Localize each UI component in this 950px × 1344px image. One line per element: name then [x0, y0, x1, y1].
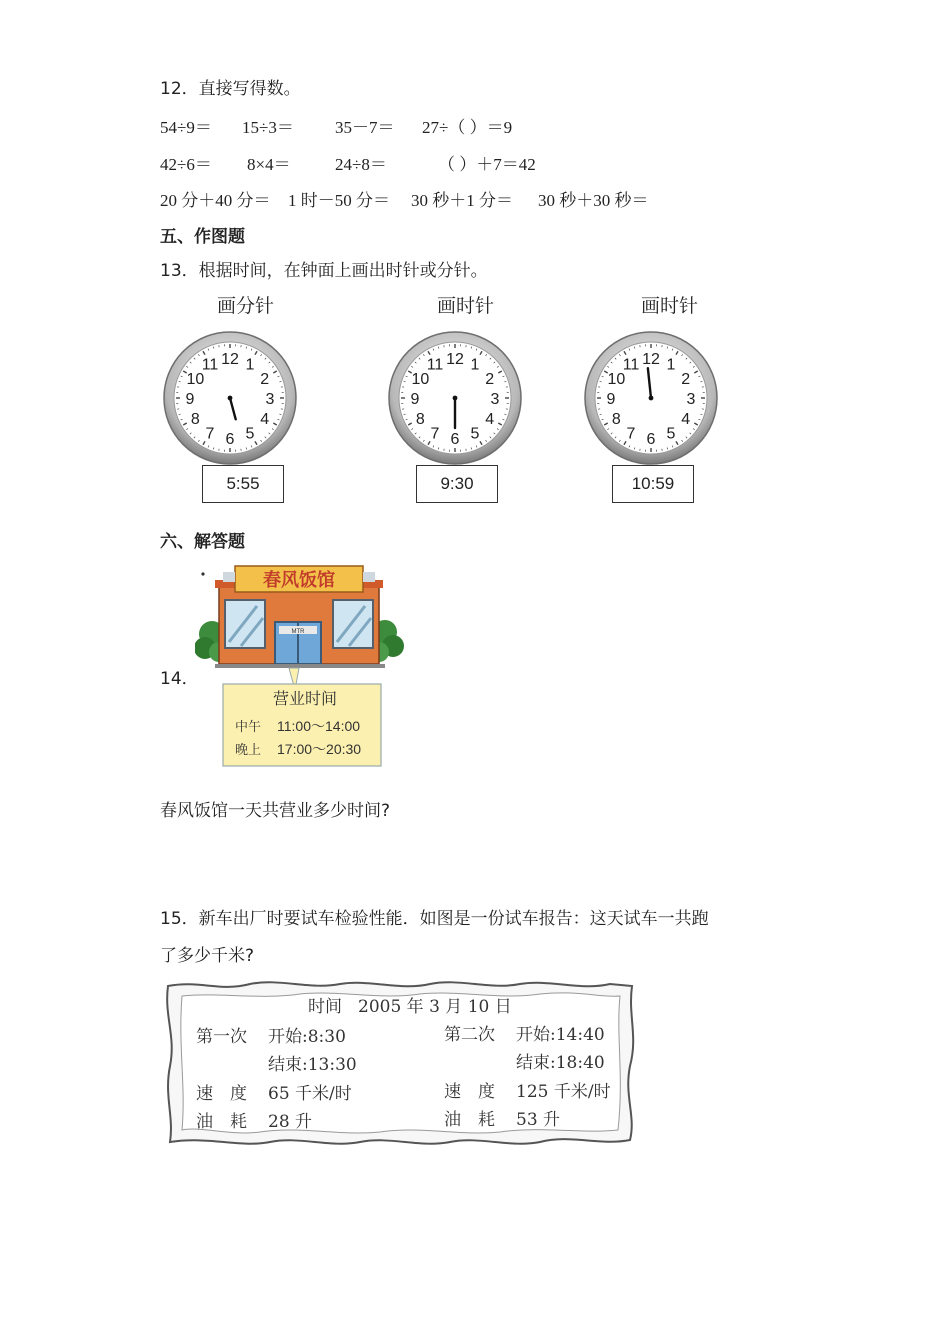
report-date: 2005 年 3 月 10 日	[358, 997, 512, 1017]
report-first-speed: 65 千米/时	[268, 1084, 352, 1104]
q12-item: （ ）＋7＝42	[438, 155, 536, 174]
q12-item: 54÷9＝	[160, 118, 212, 137]
q12-item: 24÷8＝	[335, 155, 387, 174]
dial-number: 7	[430, 425, 440, 443]
q12-item: 8×4＝	[247, 155, 291, 174]
dial-number: 3	[265, 391, 275, 408]
door-sign-text: MTR	[291, 629, 305, 635]
dial-number: 12	[642, 351, 660, 368]
dial-number: 5	[666, 425, 676, 443]
report-fuel-label-2: 油 耗	[444, 1110, 495, 1130]
dial-number: 11	[622, 356, 640, 374]
dial-number: 1	[666, 356, 676, 374]
dial-number: 9	[185, 391, 195, 408]
dial-number: 9	[606, 391, 616, 408]
report-first-end: 结束:13:30	[268, 1055, 357, 1075]
report-date-label: 时间	[308, 997, 342, 1017]
dial-number: 3	[686, 391, 696, 408]
dial-number: 9	[410, 391, 420, 408]
dial-number: 10	[607, 371, 626, 388]
hours-range-evening: 17:00～20:30	[277, 741, 362, 757]
dial-number: 3	[490, 391, 500, 408]
test-drive-report	[160, 976, 640, 1148]
dial-number: 7	[626, 425, 636, 443]
dial-number: 2	[681, 371, 691, 388]
q12-item: 27÷（ ）＝9	[422, 118, 513, 137]
q12-title: 12．直接写得数。	[160, 79, 301, 99]
q14-question: 春风饭馆一天共营业多少时间?	[160, 801, 391, 821]
dial-number: 12	[221, 351, 239, 368]
q12-item: 30 秒＋1 分＝	[411, 191, 513, 210]
q12-item: 1 时－50 分＝	[288, 191, 390, 210]
report-first-name: 第一次	[196, 1027, 247, 1047]
dial-number: 1	[470, 356, 480, 374]
dial-number: 10	[186, 371, 205, 388]
dial-number: 5	[470, 425, 480, 443]
dial-number: 4	[485, 411, 495, 428]
clock-2-time: 9:30	[416, 465, 498, 503]
clock-1	[162, 330, 298, 466]
dial-number: 1	[245, 356, 255, 374]
dial-number: 10	[411, 371, 430, 388]
dial-number: 5	[245, 425, 255, 443]
dial-number: 11	[201, 356, 219, 374]
dial-number: 12	[446, 351, 464, 368]
report-speed-label-1: 速 度	[196, 1084, 247, 1104]
clock-1-time: 5:55	[202, 465, 284, 503]
hours-title: 营业时间	[272, 691, 338, 708]
report-fuel-label-1: 油 耗	[196, 1112, 247, 1132]
report-second-start: 开始:14:40	[516, 1025, 605, 1045]
report-first-start: 开始:8:30	[268, 1027, 346, 1047]
q15-line-1: 15．新车出厂时要试车检验性能．如图是一份试车报告：这天试车一共跑	[160, 909, 709, 929]
report-second-name: 第二次	[444, 1025, 495, 1045]
report-speed-label-2: 速 度	[444, 1082, 495, 1102]
q14-number: 14．	[160, 669, 199, 689]
restaurant-illustration	[195, 562, 405, 772]
q12-item: 35－7＝	[335, 118, 395, 137]
dial-number: 6	[646, 431, 656, 448]
clock-3-time: 10:59	[612, 465, 694, 503]
q13-title: 13．根据时间，在钟面上画出时针或分针。	[160, 261, 488, 281]
dial-number: 4	[260, 411, 270, 428]
dial-number: 2	[485, 371, 495, 388]
clock-3	[583, 330, 719, 466]
clock-3-label: 画时针	[641, 295, 699, 317]
clock-1-label: 画分针	[217, 295, 275, 317]
dial-number: 4	[681, 411, 691, 428]
dial-number: 7	[205, 425, 215, 443]
q12-item: 42÷6＝	[160, 155, 212, 174]
section-heading-6: 六、解答题	[160, 532, 245, 552]
dial-number: 8	[190, 411, 200, 428]
dial-number: 6	[450, 431, 460, 448]
shop-sign-text: 春风饭馆	[263, 570, 335, 590]
hours-range-noon: 11:00～14:00	[277, 718, 361, 734]
dial-number: 2	[260, 371, 270, 388]
q12-item: 20 分＋40 分＝	[160, 191, 271, 210]
dial-number: 8	[415, 411, 425, 428]
q15-line-2: 了多少千米?	[160, 946, 255, 966]
dial-number: 6	[225, 431, 235, 448]
clock-2-label: 画时针	[437, 295, 495, 317]
report-second-speed: 125 千米/时	[516, 1082, 611, 1102]
report-second-fuel: 53 升	[516, 1110, 561, 1130]
clock-2	[387, 330, 523, 466]
section-heading-5: 五、作图题	[160, 227, 245, 247]
q12-item: 15÷3＝	[242, 118, 294, 137]
hours-label-noon: 中午	[235, 719, 262, 734]
q12-item: 30 秒＋30 秒＝	[538, 191, 649, 210]
report-first-fuel: 28 升	[268, 1112, 313, 1132]
report-second-end: 结束:18:40	[516, 1053, 605, 1073]
hours-label-evening: 晚上	[235, 742, 262, 757]
dial-number: 8	[611, 411, 621, 428]
dial-number: 11	[426, 356, 444, 374]
